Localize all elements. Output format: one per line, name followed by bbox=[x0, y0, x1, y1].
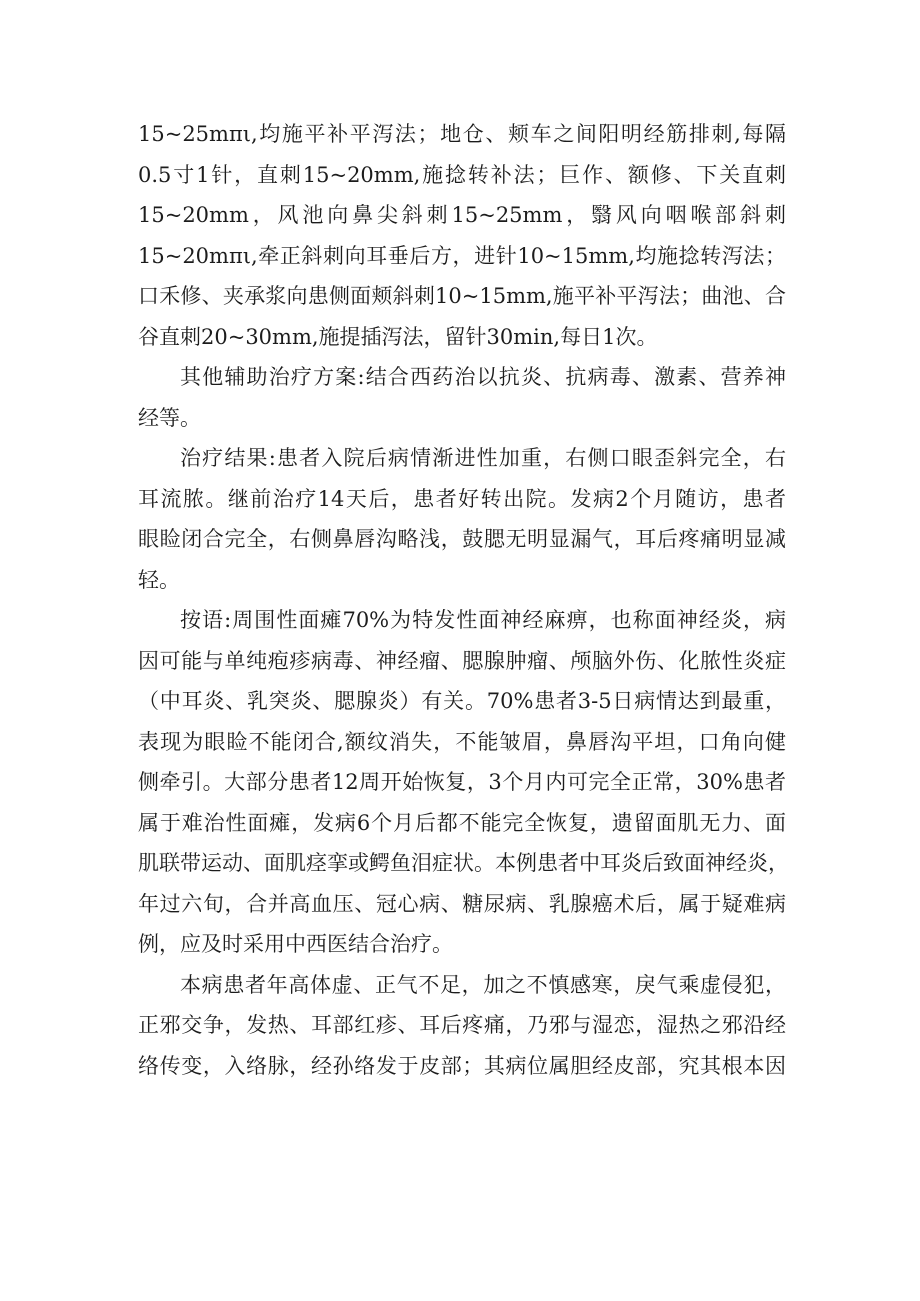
text-line: 因可能与单纯疱疹病毒、神经瘤、腮腺肿瘤、颅脑外伤、化脓性炎症 bbox=[138, 648, 786, 673]
text-line: 0.5寸1针，直刺15~20mm,施捻转补法；巨作、额修、下关直刺 bbox=[138, 162, 786, 187]
text-line: 按语:周围性面瘫70%为特发性面神经麻痹，也称面神经炎，病 bbox=[180, 608, 786, 632]
text-line: 15~20mπι,牵正斜刺向耳垂后方，进针10~15mm,均施捻转泻法； bbox=[138, 243, 786, 268]
text-line: 15~20mm，风池向鼻尖斜刺15~25mm，翳风向咽喉部斜刺 bbox=[138, 203, 786, 227]
paragraph-acupuncture-method bbox=[138, 114, 786, 357]
text-line: 轻。 bbox=[138, 567, 180, 592]
text-line: 属于难治性面瘫，发病6个月后都不能完全恢复，遗留面肌无力、面 bbox=[138, 810, 786, 835]
text-line: 经等。 bbox=[138, 405, 201, 430]
paragraph-treatment-result bbox=[138, 438, 786, 600]
text-line: 谷直刺20~30mm,施提插泻法，留针30min,每日1次。 bbox=[138, 324, 658, 349]
paragraph-commentary bbox=[138, 600, 789, 965]
text-line: （中耳炎、乳突炎、腮腺炎）有关。70%患者3-5日病情达到最重， bbox=[138, 689, 786, 713]
text-line: 例，应及时采用中西医结合治疗。 bbox=[138, 932, 453, 956]
text-line: 侧牵引。大部分患者12周开始恢复，3个月内可完全正常，30%患者 bbox=[138, 770, 786, 794]
text-line: 表现为眼睑不能闭合,额纹消失，不能皱眉，鼻唇沟平坦，口角向健 bbox=[138, 729, 786, 754]
text-line: 治疗结果:患者入院后病情渐进性加重，右侧口眼歪斜完全，右 bbox=[180, 446, 786, 470]
text-line: 其他辅助治疗方案:结合西药治以抗炎、抗病毒、激素、营养神 bbox=[180, 365, 786, 389]
text-line: 眼睑闭合完全，右侧鼻唇沟略浅，鼓腮无明显漏气，耳后疼痛明显减 bbox=[138, 527, 786, 551]
text-line: 15~25mπι,均施平补平泻法；地仓、颊车之间阳明经筋排刺,每隔 bbox=[138, 122, 786, 146]
text-line: 本病患者年高体虚、正气不足，加之不慎感寒，戾气乘虚侵犯， bbox=[180, 972, 786, 997]
text-line: 正邪交争，发热、耳部红疹、耳后疼痛，乃邪与湿恋，湿热之邪沿经 bbox=[138, 1013, 786, 1037]
text-line: 络传变，入络脉，经孙络发于皮部；其病位属胆经皮部，究其根本因 bbox=[138, 1053, 786, 1078]
text-line: 年过六旬，合并高血压、冠心病、糖尿病、乳腺癌术后，属于疑难病 bbox=[138, 891, 786, 916]
text-line: 耳流脓。继前治疗14天后，患者好转出院。发病2个月随访，患者 bbox=[138, 486, 786, 511]
paragraph-auxiliary-treatment bbox=[138, 357, 786, 438]
text-line: 肌联带运动、面肌痉挛或鳄鱼泪症状。本例患者中耳炎后致面神经炎， bbox=[138, 851, 789, 875]
document-body bbox=[138, 114, 789, 1086]
paragraph-pathogenesis bbox=[138, 965, 786, 1087]
text-line: 口禾修、夹承浆向患侧面颊斜刺10~15mm,施平补平泻法；曲池、合 bbox=[138, 284, 786, 308]
